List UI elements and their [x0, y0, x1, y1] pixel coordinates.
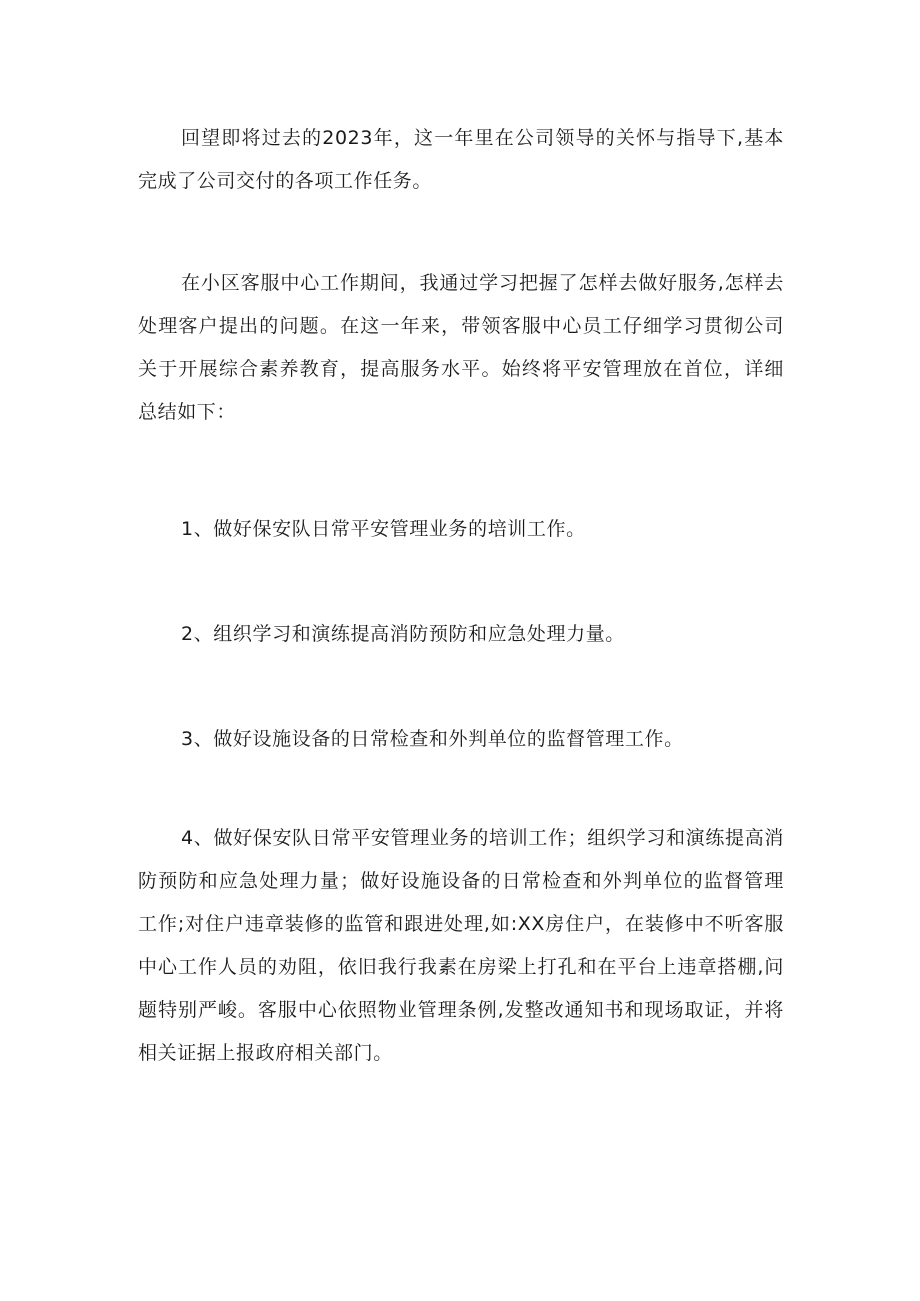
paragraph-intro: 回望即将过去的2023年，这一年里在公司领导的关怀与指导下,基本完成了公司交付的各项工作任务。	[138, 127, 784, 192]
paragraph-work-summary: 在小区客服中心工作期间，我通过学习把握了怎样去做好服务,怎样去处理客户提出的问题。在这一年来，带领客服中心员工仔细学习贯彻公司关于开展综合素养教育，提高服务水平。始终将平安管理放在首位，详细总结如下：	[138, 272, 784, 423]
list-item-4: 4、做好保安队日常平安管理业务的培训工作；组织学习和演练提高消防预防和应急处理力量；做好设施设备的日常检查和外判单位的监督管理工作;对住户违章装修的监管和跟进处理,如:XX房住户，在装修中不听客服中心工作人员的劝阻，依旧我行我素在房梁上打孔和在平台上违章搭棚,问题特别严峻。客服中心依照物业管理条例,发整改通知书和现场取证，并将相关证据上报政府相关部门。	[138, 827, 784, 1064]
list-item-2: 2、组织学习和演练提高消防预防和应急处理力量。	[181, 623, 625, 645]
list-item-3: 3、做好设施设备的日常检查和外判单位的监督管理工作。	[181, 728, 684, 750]
list-item-1: 1、做好保安队日常平安管理业务的培训工作。	[181, 518, 586, 540]
